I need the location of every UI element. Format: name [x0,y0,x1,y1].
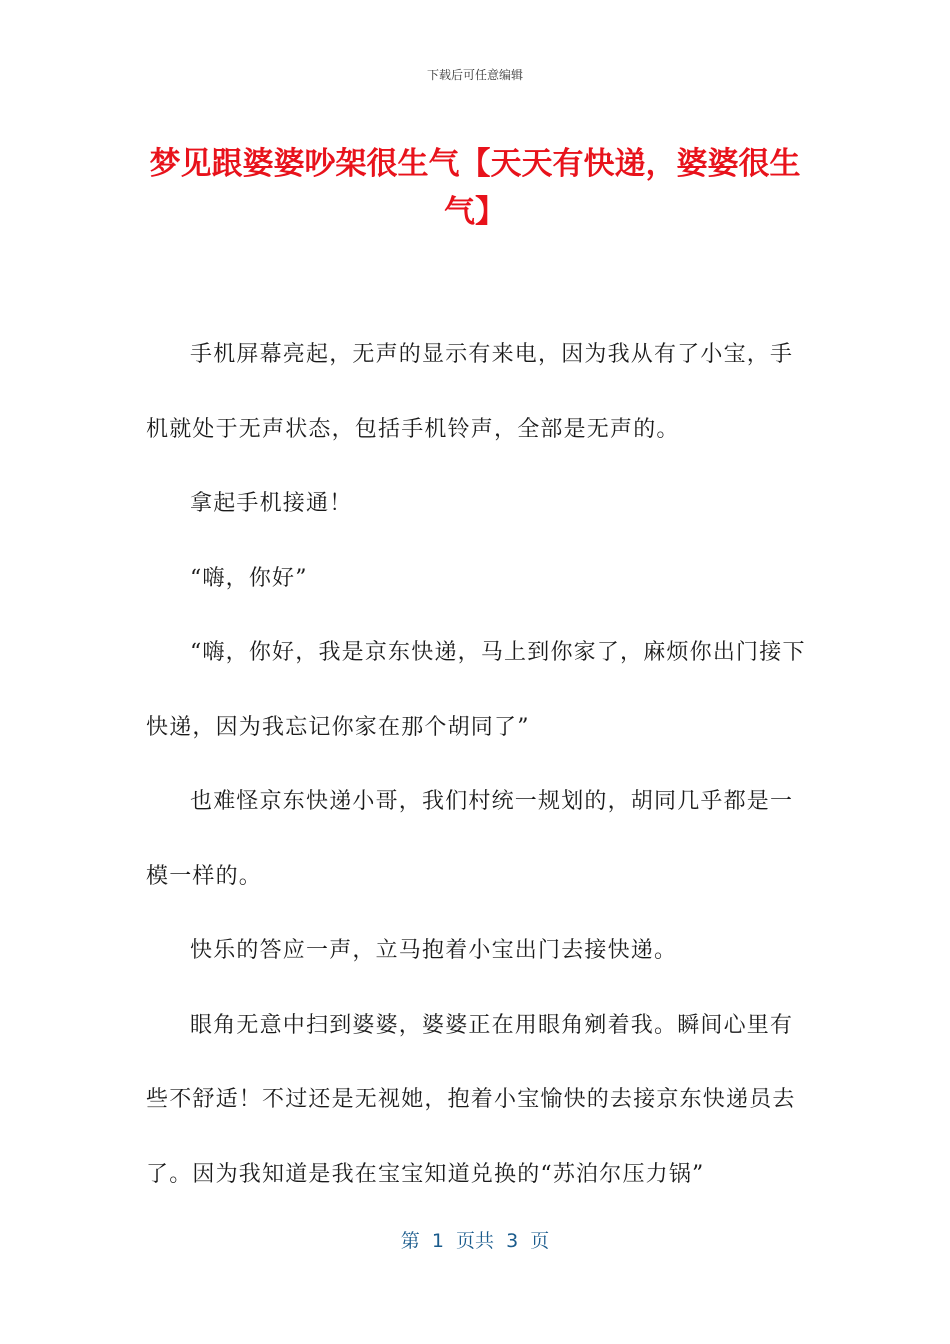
paragraph: “嗨，你好” [190,565,308,591]
paragraph: 拿起手机接通！ [190,491,353,516]
paragraph: 手机屏幕亮起，无声的显示有来电，因为我从有了小宝，手机就处于无声状态，包括手机铃声，全部是无声的。 [146,342,794,442]
document-title: 梦见跟婆婆吵架很生气【天天有快递，婆婆很生气】 [149,146,801,230]
header-note: 下载后可任意编辑 [426,68,523,82]
page-number-footer: 第 1 页共 3 页 [400,1230,550,1252]
document-body [146,318,806,1212]
paragraph: 眼角无意中扫到婆婆，婆婆正在用眼角剜着我。瞬间心里有些不舒适！不过还是无视她，抱着小宝愉快的去接京东快递员去了。因为我知道是我在宝宝知道兑换的“苏泊尔压力锅” [146,1012,796,1187]
paragraph: 快乐的答应一声，立马抱着小宝出门去接快递。 [190,938,678,963]
paragraph: “嗨，你好，我是京东快递，马上到你家了，麻烦你出门接下快递，因为我忘记你家在那个胡同了” [146,640,806,740]
paragraph: 也难怪京东快递小哥，我们村统一规划的，胡同几乎都是一模一样的。 [146,789,794,889]
